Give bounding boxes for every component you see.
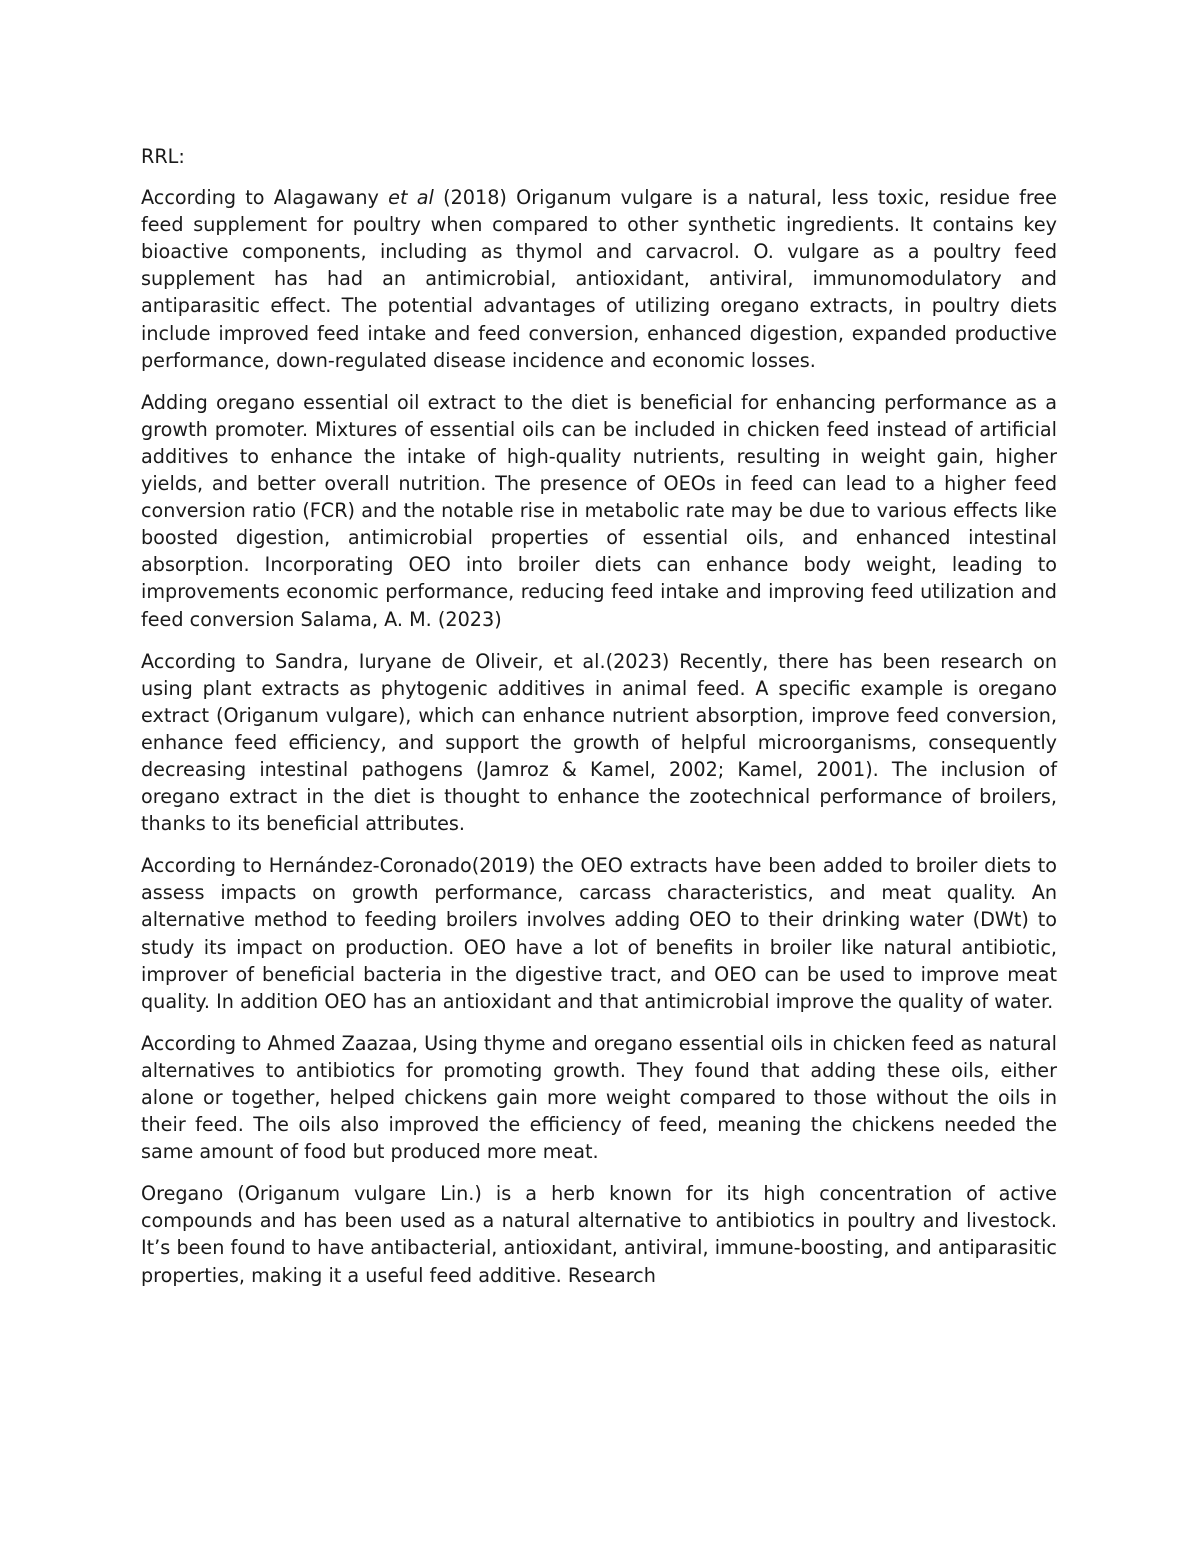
section-heading: RRL: (141, 145, 185, 168)
paragraph-oregano-oil: Adding oregano essential oil extract to the diet is beneficial for enhancing performance as a growth promoter. Mixtures of essential oils can be included in chicken feed instead of artificial additives to enhance the intake of high-quality nutrients, resulting in weight gain, higher yields, and better overall nutrition. The presence of OEOs in feed can lead to a higher feed conversion ratio (FCR) and the notable rise in metabolic rate may be due to various effects like boosted digestion, antimicrobial properties of essential oils, and enhanced intestinal absorption. Incorporating OEO into broiler diets can enhance body weight, leading to improvements economic performance, reducing feed intake and improving feed utilization and feed conversion Salama, A. M. (2023) (141, 390, 1057, 631)
italic-citation: et al (388, 186, 434, 210)
paragraph-sandra: According to Sandra, Iuryane de Oliveir, et al.(2023) Recently, there has been research on using plant extracts as phytogenic additives in animal feed. A specific example is oregano extract (Origanum vulgare), which can enhance nutrient absorption, improve feed conversion, enhance feed efficiency, and support the growth of helpful microorganisms, consequently decreasing intestinal pathogens (Jamroz & Kamel, 2002; Kamel, 2001). The inclusion of oregano extract in the diet is thought to enhance the zootechnical performance of broilers, thanks to its beneficial attributes. (141, 649, 1057, 836)
paragraph-alagawany (141, 184, 1057, 374)
paragraph-origanum: Oregano (Origanum vulgare Lin.) is a herb known for its high concentration of active compounds and has been used as a natural alternative to antibiotics in poultry and livestock. It’s been found to have antibacterial, antioxidant, antiviral, immune-boosting, and antiparasitic properties, making it a useful feed additive. Research (141, 1182, 1057, 1287)
paragraph-text: According to Alagawany (141, 186, 389, 210)
paragraph-zaazaa: According to Ahmed Zaazaa, Using thyme and oregano essential oils in chicken feed as natural alternatives to antibiotics for promoting growth. They found that adding these oils, either alone or together, helped chickens gain more weight compared to those without the oils in their feed. The oils also improved the efficiency of feed, meaning the chickens needed the same amount of food but produced more meat. (141, 1031, 1057, 1164)
document-page (141, 143, 1057, 1289)
paragraph-text: (2018) Origanum vulgare is a natural, less toxic, residue free feed supplement for poultry when compared to other synthetic ingredients. It contains key bioactive components, including as thymol and carvacrol. O. vulgare as a poultry feed supplement has had an antimicrobial, antioxidant, antiviral, immunomodulatory and antiparasitic effect. The potential advantages of utilizing oregano extracts, in poultry diets include improved feed intake and feed conversion, enhanced digestion, expanded productive performance, down-regulated disease incidence and economic losses. (141, 186, 1057, 372)
paragraph-hernandez: According to Hernández-Coronado(2019) the OEO extracts have been added to broiler diets to assess impacts on growth performance, carcass characteristics, and meat quality. An alternative method to feeding broilers involves adding OEO to their drinking water (DWt) to study its impact on production. OEO have a lot of benefits in broiler like natural antibiotic, improver of beneficial bacteria in the digestive tract, and OEO can be used to improve meat quality. In addition OEO has an antioxidant and that antimicrobial improve the quality of water. (141, 854, 1057, 1013)
